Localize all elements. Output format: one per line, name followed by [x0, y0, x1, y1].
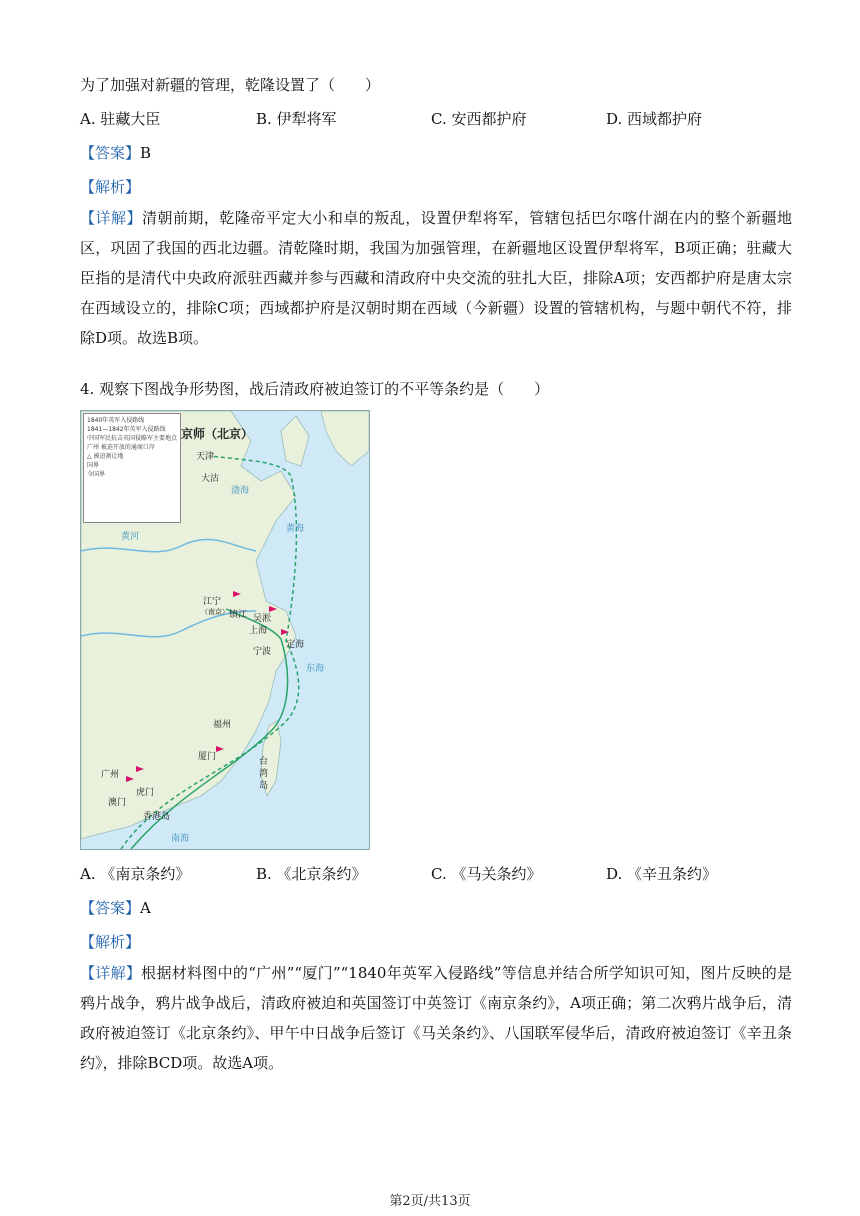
- question-4-stem: 4. 观察下图战争形势图，战后清政府被迫签订的不平等条约是（ ）: [80, 380, 550, 398]
- q4-detail: 【详解】根据材料图中的“广州”“厦门”“1840年英军入侵路线”等信息并结合所学知识可知，图片反映的是鸦片战争，鸦片战争战后，清政府被迫和英国签订中英签订《南京条约》，A项正确；第二次鸦片战争后，清政府被迫签订《北京条约》、甲午中日战争后签订《马关条约》、八国联军侵华后，清政府被迫签订《辛丑条约》，排除BCD项。故选A项。: [80, 964, 792, 1072]
- label-capital: 京师（北京）: [181, 427, 254, 441]
- q3-option-b: B. 伊犁将军: [256, 110, 337, 128]
- label-dinghai: 定海: [286, 640, 305, 650]
- opium-war-map: [80, 410, 370, 850]
- label-huanghai: 黄海: [286, 524, 305, 534]
- label-zhenjiang: 镇江: [229, 610, 248, 620]
- q4-option-a: A. 《南京条约》: [80, 865, 191, 883]
- label-hongkong: 香港岛: [143, 812, 171, 822]
- page-footer: 第2页/共13页: [389, 1194, 471, 1209]
- q4-option-d: D. 《辛丑条约》: [606, 865, 718, 883]
- label-donghai: 东海: [306, 664, 325, 674]
- label-ningbo: 宁波: [253, 647, 272, 657]
- q4-analysis-tag: 【解析】: [80, 933, 141, 951]
- q4-option-c: C. 《马关条约》: [431, 865, 542, 883]
- q4-option-b: B. 《北京条约》: [256, 865, 367, 883]
- label-jiangning: 江宁: [203, 597, 222, 607]
- label-fuzhou: 福州: [213, 720, 232, 730]
- map-legend: 1840年英军入侵路线 1841—1842年英军入侵路线 中国军民抗击英国侵略军主要地点 广州 被迫开放的通商口岸 △ 被迫割让地 国界 今国界: [83, 413, 181, 523]
- label-huanghe: 黄河: [121, 532, 140, 542]
- label-wusong: 吴淞: [253, 614, 272, 624]
- question-3-stem: 为了加强对新疆的管理，乾隆设置了（ ）: [80, 76, 381, 94]
- label-nanjing: （南京）: [201, 608, 229, 616]
- q3-option-c: C. 安西都护府: [431, 110, 527, 128]
- label-xiamen: 厦门: [198, 752, 217, 762]
- q3-detail: 【详解】清朝前期，乾隆帝平定大小和卓的叛乱，设置伊犁将军，管辖包括巴尔喀什湖在内的整个新疆地区，巩固了我国的西北边疆。清乾隆时期，我国为加强管理，在新疆地区设置伊犁将军，B项正确；驻藏大臣指的是清代中央政府派驻西藏并参与西藏和清政府中央交流的驻扎大臣，排除A项；安西都护府是唐太宗在西域设立的，排除C项；西域都护府是汉朝时期在西域（今新疆）设置的管辖机构，与题中朝代不符，排除D项。故选B项。: [80, 209, 792, 347]
- q3-answer: 【答案】B: [80, 144, 152, 162]
- q4-answer: 【答案】A: [80, 899, 151, 917]
- label-bohai: 渤海: [231, 486, 250, 496]
- label-macau: 澳门: [108, 798, 127, 808]
- label-guangzhou: 广州: [101, 770, 120, 780]
- label-taiwan: 台湾岛: [259, 757, 269, 791]
- label-dagu: 大沽: [201, 474, 220, 484]
- label-nanhai: 南海: [171, 834, 190, 844]
- q3-option-a: A. 驻藏大臣: [80, 110, 161, 128]
- label-shanghai: 上海: [249, 626, 268, 636]
- q3-analysis-tag: 【解析】: [80, 178, 141, 196]
- q3-option-d: D. 西域都护府: [606, 110, 703, 128]
- label-humen: 虎门: [136, 788, 155, 798]
- label-tianjin: 天津: [196, 452, 215, 462]
